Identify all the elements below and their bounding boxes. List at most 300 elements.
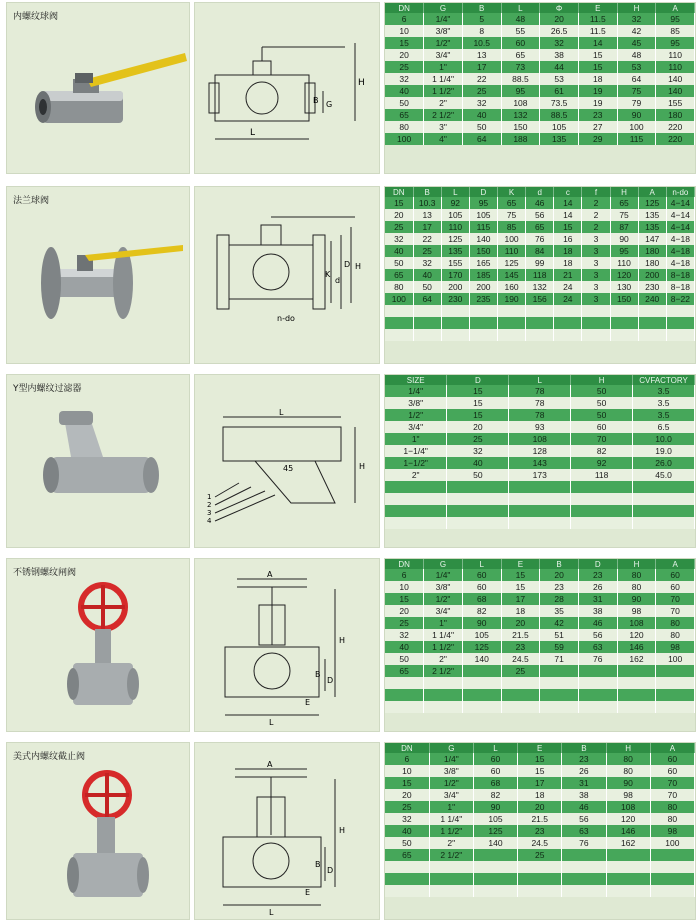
table-cell: 60	[650, 753, 694, 765]
table-cell: 23	[562, 753, 606, 765]
table-cell: 20	[385, 789, 429, 801]
table-cell: 24	[554, 281, 582, 293]
table-cell: 17	[501, 593, 540, 605]
table-cell: 50	[385, 97, 424, 109]
table-cell: 20	[447, 421, 509, 433]
table-cell	[447, 493, 509, 505]
table-cell: 120	[617, 629, 656, 641]
column-header: d	[526, 187, 554, 197]
column-header: D	[447, 375, 509, 385]
table-cell: 98	[606, 789, 650, 801]
column-header: A	[650, 743, 694, 753]
table-cell: 25	[462, 85, 501, 97]
table-cell: 1"	[424, 61, 463, 73]
table-cell	[424, 677, 463, 689]
table-row	[385, 421, 695, 433]
table-cell	[578, 701, 617, 713]
table-cell: 75	[498, 209, 526, 221]
table-cell: 135	[441, 245, 469, 257]
table-cell: 50	[447, 469, 509, 481]
table-cell: 14	[554, 197, 582, 209]
product-title: 美式内螺纹截止阀	[13, 752, 86, 762]
table-cell: 1/2"	[429, 777, 473, 789]
table-cell: 110	[656, 61, 695, 73]
table-cell: 100	[656, 653, 695, 665]
table-cell: 3/8"	[385, 397, 447, 409]
table-cell	[413, 329, 441, 341]
table-cell: 145	[498, 269, 526, 281]
table-cell: 40	[447, 457, 509, 469]
table-cell	[617, 677, 656, 689]
table-cell	[509, 505, 571, 517]
product-photo-panel	[6, 186, 190, 364]
column-header: D	[578, 559, 617, 569]
table-cell: 60	[656, 581, 695, 593]
table-cell: 1 1/4"	[424, 629, 463, 641]
table-cell: 1/2"	[424, 593, 463, 605]
table-cell	[562, 861, 606, 873]
table-cell: 80	[656, 617, 695, 629]
table-cell: 3/8"	[424, 581, 463, 593]
dim-label-h: H	[339, 826, 346, 835]
table-cell: 46	[562, 801, 606, 813]
table-cell: 110	[610, 257, 638, 269]
column-header: A	[656, 3, 695, 13]
table-cell: 180	[638, 245, 666, 257]
column-header: B	[462, 3, 501, 13]
table-cell: 71	[540, 653, 579, 665]
table-cell: 1/4"	[424, 569, 463, 581]
column-header: B	[413, 187, 441, 197]
table-row	[385, 837, 695, 849]
table-cell: 25	[385, 221, 413, 233]
column-header: H	[617, 559, 656, 569]
table-cell	[501, 689, 540, 701]
table-cell	[473, 849, 517, 861]
table-cell: 35	[540, 605, 579, 617]
table-row-empty	[385, 517, 695, 529]
table-cell: 90	[617, 109, 656, 121]
table-cell: 65	[385, 109, 424, 121]
table-cell: 20	[385, 209, 413, 221]
table-cell: 82	[462, 605, 501, 617]
table-cell	[650, 885, 694, 897]
table-cell: 1 1/2"	[424, 641, 463, 653]
table-cell	[447, 517, 509, 529]
table-cell: 56	[526, 209, 554, 221]
column-header: Φ	[540, 3, 579, 13]
table-cell: 146	[617, 641, 656, 653]
table-cell: 14	[578, 37, 617, 49]
table-cell: 110	[441, 221, 469, 233]
dim-label-ndo: n-do	[277, 314, 295, 323]
table-cell: 180	[638, 257, 666, 269]
table-cell	[582, 317, 610, 329]
callout-4: 4	[207, 517, 212, 525]
table-cell: 60	[462, 569, 501, 581]
table-cell: 80	[656, 629, 695, 641]
table-cell: 135	[638, 221, 666, 233]
table-cell: 23	[578, 569, 617, 581]
table-cell: 220	[656, 133, 695, 145]
table-row	[385, 197, 695, 209]
table-cell: 150	[501, 121, 540, 133]
table-cell: 25	[385, 801, 429, 813]
table-row	[385, 121, 695, 133]
table-cell: 115	[469, 221, 497, 233]
table-cell: 40	[413, 269, 441, 281]
dim-label-l: L	[250, 128, 256, 138]
table-cell	[638, 317, 666, 329]
table-cell: 10.0	[633, 433, 695, 445]
spec-table	[385, 743, 695, 897]
spec-table	[385, 3, 695, 145]
product-title: 法兰球阀	[13, 196, 50, 206]
table-cell: 235	[469, 293, 497, 305]
table-cell: 140	[656, 73, 695, 85]
table-cell: 31	[578, 593, 617, 605]
table-cell	[385, 305, 413, 317]
table-row	[385, 245, 695, 257]
column-header: K	[498, 187, 526, 197]
table-cell: 61	[540, 85, 579, 97]
table-cell: 23	[578, 109, 617, 121]
table-row	[385, 825, 695, 837]
dim-label-l: L	[269, 908, 274, 917]
table-cell: 132	[501, 109, 540, 121]
table-cell	[571, 505, 633, 517]
dim-label-h: H	[359, 462, 366, 471]
table-cell: 3/4"	[424, 49, 463, 61]
dim-label-a: A	[267, 760, 273, 769]
table-cell	[638, 329, 666, 341]
table-cell: 32	[462, 97, 501, 109]
table-cell	[429, 885, 473, 897]
table-cell	[540, 677, 579, 689]
column-header: SIZE	[385, 375, 447, 385]
column-header: H	[571, 375, 633, 385]
table-cell: 155	[656, 97, 695, 109]
table-cell	[610, 329, 638, 341]
table-cell: 32	[385, 629, 424, 641]
table-cell: 3/4"	[424, 605, 463, 617]
table-row-empty	[385, 505, 695, 517]
table-cell: 46	[526, 197, 554, 209]
table-row-empty	[385, 885, 695, 897]
table-cell: 80	[650, 813, 694, 825]
table-cell: 95	[610, 245, 638, 257]
section-gate-valve	[0, 558, 700, 734]
spec-table	[385, 559, 695, 713]
table-cell: 48	[617, 49, 656, 61]
table-cell: 1/4"	[424, 13, 463, 25]
table-row	[385, 221, 695, 233]
table-cell	[473, 885, 517, 897]
column-header: A	[638, 187, 666, 197]
section-globe-valve	[0, 742, 700, 924]
table-cell: 108	[501, 97, 540, 109]
table-cell: 40	[385, 245, 413, 257]
table-cell: 1/2"	[385, 409, 447, 421]
table-cell	[582, 305, 610, 317]
table-cell: 11.5	[578, 13, 617, 25]
table-cell: 110	[498, 245, 526, 257]
table-cell: 100	[498, 233, 526, 245]
table-cell: 53	[540, 73, 579, 85]
table-cell: 20	[385, 49, 424, 61]
table-cell: 160	[498, 281, 526, 293]
table-cell: 80	[650, 801, 694, 813]
table-row	[385, 789, 695, 801]
table-cell: 50	[385, 257, 413, 269]
table-cell: 100	[385, 133, 424, 145]
table-cell	[606, 873, 650, 885]
spec-table-panel	[384, 742, 696, 920]
table-row	[385, 641, 695, 653]
table-cell: 90	[617, 593, 656, 605]
table-row	[385, 293, 695, 305]
table-cell: 2	[582, 209, 610, 221]
table-cell: 18	[518, 789, 562, 801]
table-cell: 70	[571, 433, 633, 445]
technical-drawing	[194, 742, 380, 920]
table-cell: 78	[509, 385, 571, 397]
table-cell: 42	[617, 25, 656, 37]
table-cell: 4−14	[666, 209, 694, 221]
table-cell: 1/4"	[429, 753, 473, 765]
table-cell: 20	[518, 801, 562, 813]
table-row	[385, 801, 695, 813]
table-cell: 118	[571, 469, 633, 481]
column-header: L	[509, 375, 571, 385]
technical-drawing	[194, 374, 380, 548]
table-cell: 147	[638, 233, 666, 245]
table-row	[385, 777, 695, 789]
table-cell: 60	[571, 421, 633, 433]
table-cell: 50	[385, 837, 429, 849]
table-cell: 11.5	[578, 25, 617, 37]
table-cell: 42	[540, 617, 579, 629]
table-cell: 125	[462, 641, 501, 653]
spec-table-panel	[384, 558, 696, 732]
table-cell: 1"	[429, 801, 473, 813]
table-cell: 60	[501, 37, 540, 49]
table-cell: 90	[606, 777, 650, 789]
table-cell	[385, 689, 424, 701]
table-cell: 73	[501, 61, 540, 73]
table-row-empty	[385, 329, 695, 341]
table-cell	[666, 329, 694, 341]
table-cell: 23	[540, 581, 579, 593]
table-cell: 3.5	[633, 397, 695, 409]
table-cell	[501, 677, 540, 689]
technical-drawing	[194, 2, 380, 174]
table-cell: 1−1/4"	[385, 445, 447, 457]
table-cell: 3	[582, 233, 610, 245]
dim-label-h: H	[355, 262, 362, 271]
table-row	[385, 605, 695, 617]
table-row	[385, 49, 695, 61]
table-cell: 50	[571, 409, 633, 421]
table-cell: 53	[617, 61, 656, 73]
table-cell: 23	[518, 825, 562, 837]
table-cell	[633, 493, 695, 505]
product-photo-panel	[6, 374, 190, 548]
table-cell: 130	[610, 281, 638, 293]
table-cell	[562, 849, 606, 861]
dim-label-b: B	[315, 670, 321, 679]
table-cell	[638, 305, 666, 317]
table-cell: 80	[617, 581, 656, 593]
table-cell: 65	[501, 49, 540, 61]
column-header: L	[462, 559, 501, 569]
callout-2: 2	[207, 501, 212, 509]
dim-label-h: H	[358, 78, 365, 88]
column-header: DN	[385, 3, 424, 13]
table-cell: 10	[385, 765, 429, 777]
table-cell: 110	[656, 49, 695, 61]
table-cell: 40	[385, 825, 429, 837]
table-cell: 220	[656, 121, 695, 133]
table-header-row	[385, 559, 695, 569]
table-cell: 1 1/4"	[429, 813, 473, 825]
table-cell: 8	[462, 25, 501, 37]
table-cell: 3"	[424, 121, 463, 133]
table-cell: 21.5	[518, 813, 562, 825]
table-cell: 2	[582, 197, 610, 209]
column-header: DN	[385, 187, 413, 197]
table-cell	[413, 305, 441, 317]
table-cell: 95	[656, 37, 695, 49]
table-cell	[424, 689, 463, 701]
table-cell: 15	[578, 49, 617, 61]
table-cell: 46	[578, 617, 617, 629]
table-cell	[578, 677, 617, 689]
table-row-empty	[385, 677, 695, 689]
column-header: E	[578, 3, 617, 13]
column-header: B	[562, 743, 606, 753]
technical-drawing	[194, 558, 380, 732]
table-cell: 78	[509, 409, 571, 421]
table-cell: 32	[617, 13, 656, 25]
globe-valve-photo	[7, 743, 189, 919]
dim-label-e: E	[305, 888, 311, 897]
table-cell: 10	[385, 25, 424, 37]
table-cell: 88.5	[540, 109, 579, 121]
table-cell: 64	[462, 133, 501, 145]
table-cell: 150	[610, 293, 638, 305]
table-cell: 88.5	[501, 73, 540, 85]
table-cell	[610, 317, 638, 329]
table-cell: 50	[571, 397, 633, 409]
product-title: 不锈钢螺纹闸阀	[13, 568, 77, 578]
product-photo-panel	[6, 2, 190, 174]
product-photo-panel	[6, 742, 190, 920]
table-cell: 140	[473, 837, 517, 849]
dim-label-h: H	[339, 636, 346, 645]
table-cell: 118	[526, 269, 554, 281]
table-row	[385, 617, 695, 629]
column-header: DN	[385, 743, 429, 753]
table-cell: 24.5	[501, 653, 540, 665]
table-cell: 2 1/2"	[424, 109, 463, 121]
callout-1: 1	[207, 493, 212, 501]
column-header: CVFACTORY	[633, 375, 695, 385]
section-ball-valve	[0, 0, 700, 176]
table-cell: 1−1/2"	[385, 457, 447, 469]
table-cell: 60	[462, 581, 501, 593]
product-photo-panel	[6, 558, 190, 732]
table-cell: 230	[638, 281, 666, 293]
column-header: E	[518, 743, 562, 753]
table-cell: 32	[413, 257, 441, 269]
column-header: E	[501, 559, 540, 569]
table-cell: 1 1/2"	[429, 825, 473, 837]
table-cell	[441, 329, 469, 341]
table-cell: 132	[526, 281, 554, 293]
table-cell	[385, 481, 447, 493]
table-cell: 200	[638, 269, 666, 281]
table-cell: 60	[473, 765, 517, 777]
table-cell: 75	[617, 85, 656, 97]
table-cell: 15	[385, 777, 429, 789]
table-cell: 2"	[424, 97, 463, 109]
table-cell	[617, 665, 656, 677]
table-body	[385, 197, 695, 341]
product-title: 内螺纹球阀	[13, 12, 59, 22]
table-cell: 76	[562, 837, 606, 849]
table-row	[385, 257, 695, 269]
table-cell: 2 1/2"	[429, 849, 473, 861]
table-cell	[540, 665, 579, 677]
table-cell: 79	[617, 97, 656, 109]
table-cell: 19	[578, 85, 617, 97]
dim-label-b: B	[313, 96, 319, 105]
table-cell: 3	[582, 245, 610, 257]
table-cell: 15	[518, 765, 562, 777]
table-row-empty	[385, 689, 695, 701]
table-cell: 180	[656, 109, 695, 121]
table-cell	[385, 505, 447, 517]
column-header: c	[554, 187, 582, 197]
table-header-row	[385, 3, 695, 13]
table-cell: 4−18	[666, 257, 694, 269]
table-cell: 1/4"	[385, 385, 447, 397]
table-cell: 80	[617, 569, 656, 581]
table-cell: 65	[526, 221, 554, 233]
dim-label-d: d	[335, 276, 341, 285]
table-cell: 3/4"	[429, 789, 473, 801]
table-cell	[554, 305, 582, 317]
table-cell: 21.5	[501, 629, 540, 641]
table-cell: 93	[509, 421, 571, 433]
table-cell: 15	[501, 569, 540, 581]
table-cell: 70	[650, 777, 694, 789]
table-cell: 200	[441, 281, 469, 293]
table-cell	[540, 701, 579, 713]
table-cell: 10.3	[413, 197, 441, 209]
table-cell: 56	[578, 629, 617, 641]
table-cell: 3.5	[633, 409, 695, 421]
table-cell	[509, 493, 571, 505]
table-cell: 100	[617, 121, 656, 133]
table-cell: 90	[462, 617, 501, 629]
table-cell: 80	[606, 765, 650, 777]
table-cell	[526, 329, 554, 341]
table-cell	[562, 885, 606, 897]
table-cell: 15	[554, 221, 582, 233]
gate-valve-photo	[7, 559, 189, 731]
